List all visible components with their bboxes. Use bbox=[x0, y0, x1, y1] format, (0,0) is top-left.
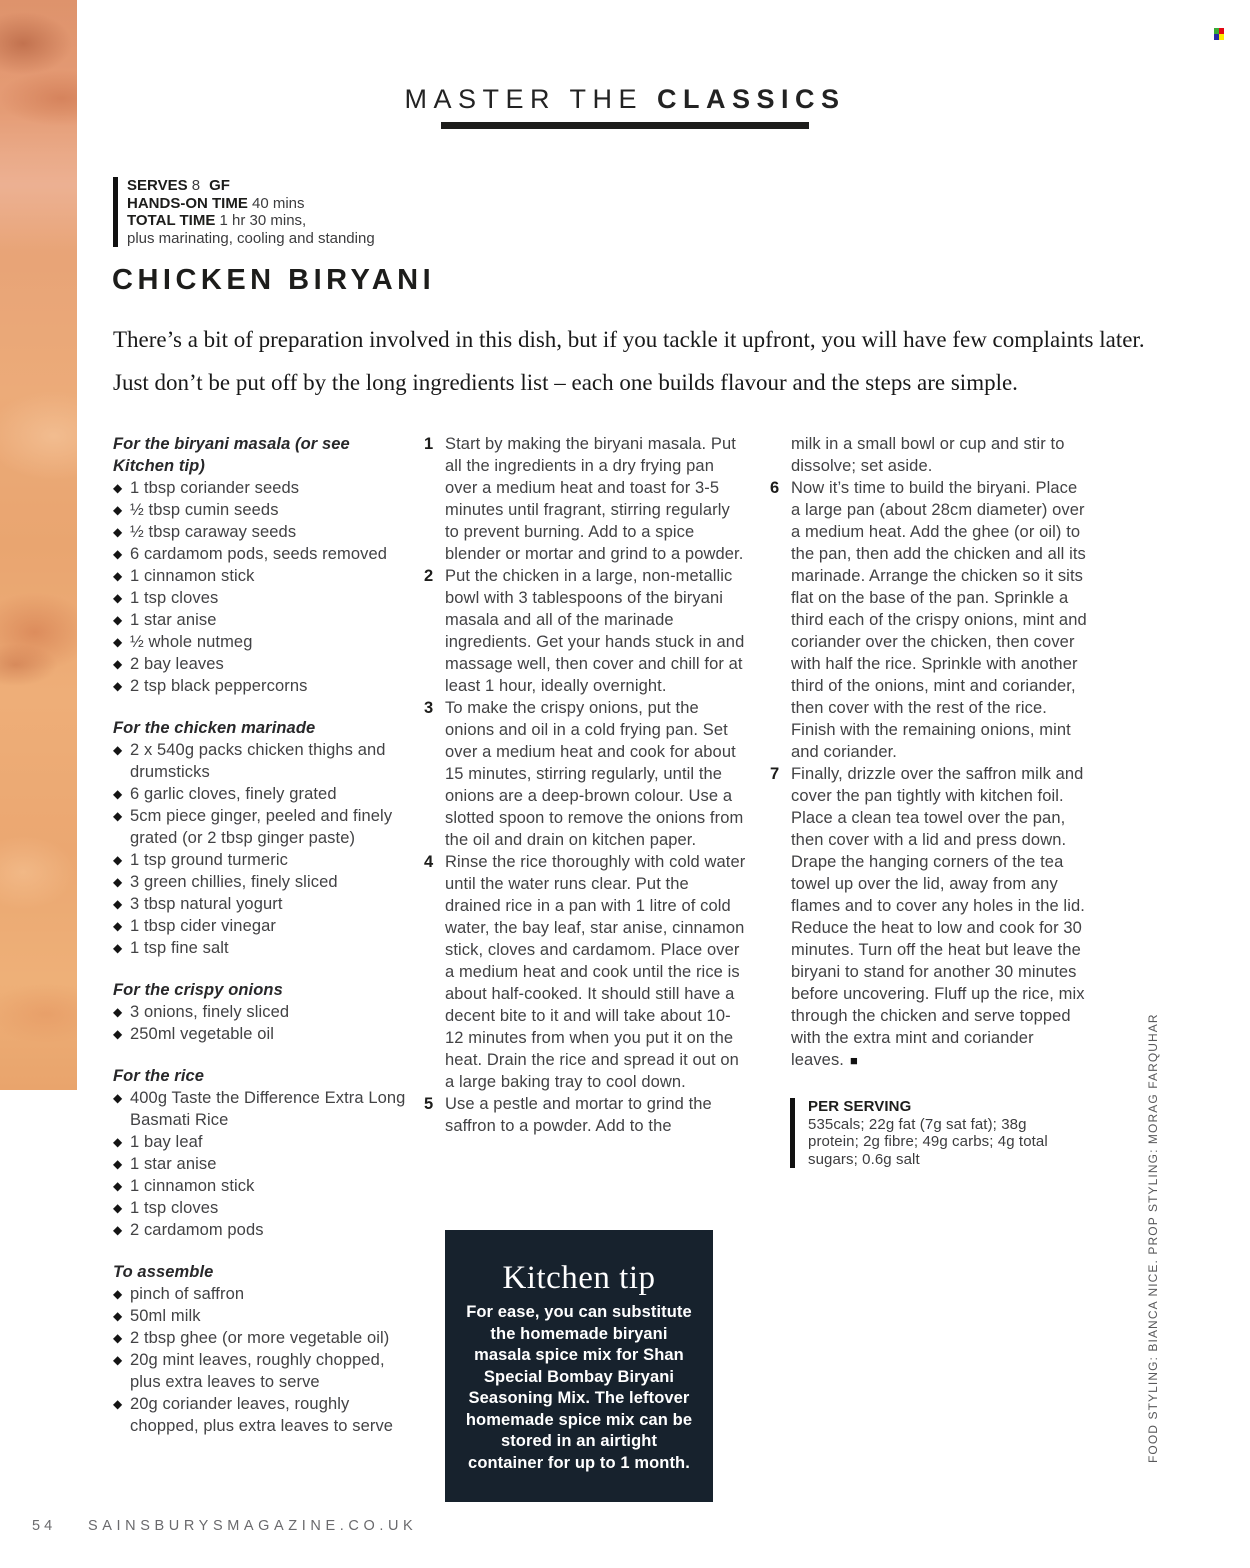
list-item bbox=[113, 565, 415, 587]
section-title-light: MASTER THE bbox=[404, 84, 643, 114]
ingredient-text: 1 bay leaf bbox=[130, 1133, 203, 1151]
total-time-line bbox=[127, 212, 375, 230]
diamond-bullet-icon: ◆ bbox=[113, 1309, 123, 1323]
step-text: milk in a small bowl or cup and stir to dissolve; set aside. bbox=[791, 435, 1065, 475]
step-text: Put the chicken in a large, non-metallic bowl with 3 tablespoons of the biryani masala and all of the marinade ingredients. Get your hands stuck in and massage well, then cover and chill for at least 1 hour, ideally overnight. bbox=[445, 567, 745, 695]
list-item bbox=[113, 1197, 415, 1219]
website-url: SAINSBURYSMAGAZINE.CO.UK bbox=[88, 1518, 418, 1534]
ingredient-text: 5cm piece ginger, peeled and finely grated (or 2 tbsp ginger paste) bbox=[130, 807, 393, 847]
ingredient-text: ½ tbsp caraway seeds bbox=[130, 523, 297, 541]
ingredient-text: 1 tbsp coriander seeds bbox=[130, 479, 300, 497]
ingredients-column bbox=[113, 433, 415, 1437]
list-item bbox=[113, 937, 415, 959]
serves-value: 8 bbox=[191, 177, 201, 194]
kitchen-tip-box bbox=[445, 1230, 713, 1502]
method-step-2 bbox=[424, 565, 746, 697]
ingredient-section-heading: For the chicken marinade bbox=[113, 719, 316, 737]
diamond-bullet-icon: ◆ bbox=[113, 1331, 123, 1345]
step-number: 6 bbox=[770, 479, 780, 497]
step-text: Now it’s time to build the biryani. Place a large pan (about 28cm diameter) over a medium heat. Add the ghee (or oil) to the pan, then add the chicken and all its marinade. Arrange the chicken so it sits flat on the base of the pan. Sprinkle a third each of the crispy onions, mint and coriander over the chicken, then cover with half the rice. Sprinkle with another third of the onions, mint and coriander, then cover with the rest of the rice. Finish with the remaining onions, mint and coriander. bbox=[791, 479, 1087, 761]
list-item bbox=[113, 783, 415, 805]
ingredient-list bbox=[113, 1283, 415, 1437]
diamond-bullet-icon: ◆ bbox=[113, 503, 123, 517]
list-item bbox=[113, 1023, 415, 1045]
step-number: 5 bbox=[424, 1095, 434, 1113]
ingredient-text: 3 green chillies, finely sliced bbox=[130, 873, 338, 891]
list-item bbox=[113, 871, 415, 893]
kitchen-tip-title: Kitchen tip bbox=[502, 1260, 656, 1296]
ingredient-list bbox=[113, 1087, 415, 1241]
diamond-bullet-icon: ◆ bbox=[113, 1397, 123, 1411]
recipe-title: CHICKEN BIRYANI bbox=[112, 264, 436, 296]
list-item bbox=[113, 653, 415, 675]
list-item bbox=[113, 1087, 415, 1131]
ingredient-text: 1 tsp cloves bbox=[130, 1199, 219, 1217]
list-item bbox=[113, 739, 415, 783]
ingredient-text: 1 cinnamon stick bbox=[130, 567, 255, 585]
ingredient-text: 3 onions, finely sliced bbox=[130, 1003, 290, 1021]
per-serving-values: 535cals; 22g fat (7g sat fat); 38g protein; 2g fibre; 49g carbs; 4g total sugars; 0.6g salt bbox=[808, 1115, 1048, 1168]
ingredient-text: 50ml milk bbox=[130, 1307, 201, 1325]
diamond-bullet-icon: ◆ bbox=[113, 525, 123, 539]
per-serving-block bbox=[790, 1098, 1058, 1168]
step-text: Use a pestle and mortar to grind the saffron to a powder. Add to the bbox=[445, 1095, 712, 1135]
serves-label: SERVES bbox=[127, 177, 188, 194]
diamond-bullet-icon: ◆ bbox=[113, 591, 123, 605]
list-item bbox=[113, 521, 415, 543]
ingredient-section-heading: For the crispy onions bbox=[113, 981, 283, 999]
ingredient-text: 1 star anise bbox=[130, 1155, 217, 1173]
ingredient-text: 1 tsp fine salt bbox=[130, 939, 229, 957]
ingredient-text: 1 cinnamon stick bbox=[130, 1177, 255, 1195]
list-item bbox=[113, 1001, 415, 1023]
diamond-bullet-icon: ◆ bbox=[113, 1201, 123, 1215]
list-item bbox=[113, 675, 415, 697]
diamond-bullet-icon: ◆ bbox=[113, 679, 123, 693]
diamond-bullet-icon: ◆ bbox=[113, 787, 123, 801]
method-column-2 bbox=[770, 433, 1088, 1168]
total-time-label: TOTAL TIME bbox=[127, 212, 216, 229]
ingredient-text: 1 tsp ground turmeric bbox=[130, 851, 289, 869]
diamond-bullet-icon: ◆ bbox=[113, 743, 123, 757]
step-text bbox=[791, 763, 1088, 1072]
section-title-bold: CLASSICS bbox=[657, 84, 846, 114]
ingredient-text: 2 x 540g packs chicken thighs and drumsticks bbox=[130, 741, 386, 781]
ingredient-text: 400g Taste the Difference Extra Long Basmati Rice bbox=[130, 1089, 406, 1129]
method-step-1 bbox=[424, 433, 746, 565]
diamond-bullet-icon: ◆ bbox=[113, 481, 123, 495]
method-step-5-continued bbox=[770, 433, 1088, 477]
total-time-value: 1 hr 30 mins, bbox=[219, 212, 307, 229]
ingredient-section-heading: For the rice bbox=[113, 1067, 205, 1085]
ingredient-list bbox=[113, 477, 415, 697]
list-item bbox=[113, 543, 415, 565]
list-item bbox=[113, 893, 415, 915]
list-item bbox=[113, 915, 415, 937]
diamond-bullet-icon: ◆ bbox=[113, 1223, 123, 1237]
diamond-bullet-icon: ◆ bbox=[113, 1027, 123, 1041]
ingredient-text: ½ tbsp cumin seeds bbox=[130, 501, 279, 519]
step-text: Rinse the rice thoroughly with cold water until the water runs clear. Put the drained rice in a pan with 1 litre of cold water, the bay leaf, star anise, cinnamon stick, cloves and cardamom. Place over a medium heat and cook until the rice is about half-cooked. It should still have a decent bite to it and will take about 10-12 minutes from when you put it on the heat. Drain the rice and spread it out on a large baking tray to cool down. bbox=[445, 853, 746, 1091]
kitchen-tip-body: For ease, you can substitute the homemade biryani masala spice mix for Shan Special Bombay Biryani Seasoning Mix. The leftover homemade spice mix can be stored in an airtight container for up to 1 month. bbox=[465, 1303, 693, 1472]
list-item bbox=[113, 849, 415, 871]
list-item bbox=[113, 1131, 415, 1153]
section-header bbox=[0, 84, 1250, 129]
diamond-bullet-icon: ◆ bbox=[113, 657, 123, 671]
step-number: 3 bbox=[424, 699, 434, 717]
ingredient-text: 1 tsp cloves bbox=[130, 589, 219, 607]
method-column-1 bbox=[424, 433, 746, 1137]
diamond-bullet-icon: ◆ bbox=[113, 853, 123, 867]
hands-on-time-line bbox=[127, 195, 375, 213]
method-step-7 bbox=[770, 763, 1088, 1072]
ingredient-text: 6 cardamom pods, seeds removed bbox=[130, 545, 388, 563]
diamond-bullet-icon: ◆ bbox=[113, 635, 123, 649]
step-number: 7 bbox=[770, 765, 780, 783]
diamond-bullet-icon: ◆ bbox=[113, 1179, 123, 1193]
list-item bbox=[113, 1175, 415, 1197]
list-item bbox=[113, 587, 415, 609]
diamond-bullet-icon: ◆ bbox=[113, 1135, 123, 1149]
diamond-bullet-icon: ◆ bbox=[113, 613, 123, 627]
ingredient-section-chicken-marinade bbox=[113, 717, 415, 959]
diamond-bullet-icon: ◆ bbox=[113, 809, 123, 823]
reg-mark-yellow bbox=[1219, 34, 1224, 40]
ingredient-section-heading: To assemble bbox=[113, 1263, 214, 1281]
recipe-info-block bbox=[113, 177, 375, 247]
ingredient-section-to-assemble bbox=[113, 1261, 415, 1437]
ingredient-section-biryani-masala bbox=[113, 433, 415, 697]
ingredient-text: 250ml vegetable oil bbox=[130, 1025, 275, 1043]
list-item bbox=[113, 477, 415, 499]
serves-line bbox=[127, 177, 375, 195]
diamond-bullet-icon: ◆ bbox=[113, 875, 123, 889]
step-number: 2 bbox=[424, 567, 434, 585]
ingredient-list bbox=[113, 1001, 415, 1045]
step-text: Start by making the biryani masala. Put all the ingredients in a dry frying pan over a medium heat and toast for 3-5 minutes until fragrant, stirring regularly to prevent burning. Add to a spice blender or mortar and grind to a powder. bbox=[445, 435, 744, 563]
title-underline-rule bbox=[441, 122, 809, 129]
ingredient-text: 3 tbsp natural yogurt bbox=[130, 895, 283, 913]
step-number-spacer bbox=[770, 433, 791, 477]
method-step-6 bbox=[770, 477, 1088, 763]
ingredient-text: 1 tbsp cider vinegar bbox=[130, 917, 276, 935]
ingredient-text: ½ whole nutmeg bbox=[130, 633, 253, 651]
per-serving-label: PER SERVING bbox=[808, 1098, 912, 1115]
method-step-4 bbox=[424, 851, 746, 1093]
ingredient-text: 20g mint leaves, roughly chopped, plus extra leaves to serve bbox=[130, 1351, 385, 1391]
page-footer bbox=[0, 1518, 1250, 1542]
ingredient-text: 20g coriander leaves, roughly chopped, plus extra leaves to serve bbox=[130, 1395, 394, 1435]
diamond-bullet-icon: ◆ bbox=[113, 941, 123, 955]
ingredient-section-heading: For the biryani masala (or see Kitchen tip) bbox=[113, 435, 350, 475]
step-text-body: Finally, drizzle over the saffron milk and cover the pan tightly with kitchen foil. Place a clean tea towel over the pan, then cover with a lid and press down. Drape the hanging corners of the tea towel up over the lid, away from any flames and to cover any holes in the lid. Reduce the heat to low and cook for 30 minutes. Turn off the heat but leave the biryani to stand for another 30 minutes before uncovering. Fluff up the rice, mix through the chicken and serve topped with the extra mint and coriander leaves. bbox=[791, 765, 1085, 1069]
ingredient-list bbox=[113, 739, 415, 959]
ingredient-text: 2 tsp black peppercorns bbox=[130, 677, 308, 695]
diamond-bullet-icon: ◆ bbox=[113, 1091, 123, 1105]
end-of-recipe-icon: ■ bbox=[849, 1053, 858, 1068]
registration-mark-icon bbox=[1214, 28, 1224, 40]
list-item bbox=[113, 1153, 415, 1175]
ingredient-text: 2 tbsp ghee (or more vegetable oil) bbox=[130, 1329, 390, 1347]
hands-on-time-label: HANDS-ON TIME bbox=[127, 194, 248, 212]
recipe-intro: There’s a bit of preparation involved in this dish, but if you tackle it upfront, you will have few complaints later. Just don’t be put off by the long ingredients list – each one builds flavour and the steps are simple. bbox=[113, 327, 1145, 395]
method-step-5 bbox=[424, 1093, 746, 1137]
diamond-bullet-icon: ◆ bbox=[113, 897, 123, 911]
list-item bbox=[113, 609, 415, 631]
ingredient-text: 1 star anise bbox=[130, 611, 217, 629]
step-number: 4 bbox=[424, 853, 434, 871]
diamond-bullet-icon: ◆ bbox=[113, 569, 123, 583]
ingredient-text: 2 cardamom pods bbox=[130, 1221, 264, 1239]
list-item bbox=[113, 1305, 415, 1327]
step-text: To make the crispy onions, put the onions and oil in a cold frying pan. Set over a medium heat and cook for about 15 minutes, stirring regularly, until the onions are a deep-brown colour. Use a slotted spoon to remove the onions from the oil and drain on kitchen paper. bbox=[445, 699, 744, 849]
page-number: 54 bbox=[32, 1518, 57, 1534]
diamond-bullet-icon: ◆ bbox=[113, 1005, 123, 1019]
list-item bbox=[113, 1327, 415, 1349]
diamond-bullet-icon: ◆ bbox=[113, 1353, 123, 1367]
method-step-3 bbox=[424, 697, 746, 851]
step-number: 1 bbox=[424, 435, 434, 453]
terracotta-texture-image bbox=[0, 0, 77, 1090]
diamond-bullet-icon: ◆ bbox=[113, 1157, 123, 1171]
diamond-bullet-icon: ◆ bbox=[113, 1287, 123, 1301]
hands-on-time-value: 40 mins bbox=[252, 194, 305, 212]
ingredient-section-rice bbox=[113, 1065, 415, 1241]
photo-credit: FOOD STYLING: BIANCA NICE. PROP STYLING: MORAG FARQUHAR bbox=[1146, 1013, 1160, 1463]
diamond-bullet-icon: ◆ bbox=[113, 919, 123, 933]
list-item bbox=[113, 631, 415, 653]
gluten-free-badge: GF bbox=[209, 177, 230, 194]
section-title bbox=[0, 84, 1250, 114]
list-item bbox=[113, 1283, 415, 1305]
list-item bbox=[113, 499, 415, 521]
ingredient-text: 6 garlic cloves, finely grated bbox=[130, 785, 337, 803]
list-item bbox=[113, 1349, 415, 1393]
list-item bbox=[113, 1393, 415, 1437]
ingredient-section-crispy-onions bbox=[113, 979, 415, 1045]
ingredient-text: pinch of saffron bbox=[130, 1285, 245, 1303]
list-item bbox=[113, 805, 415, 849]
diamond-bullet-icon: ◆ bbox=[113, 547, 123, 561]
list-item bbox=[113, 1219, 415, 1241]
time-note: plus marinating, cooling and standing bbox=[127, 229, 375, 247]
ingredient-text: 2 bay leaves bbox=[130, 655, 224, 673]
